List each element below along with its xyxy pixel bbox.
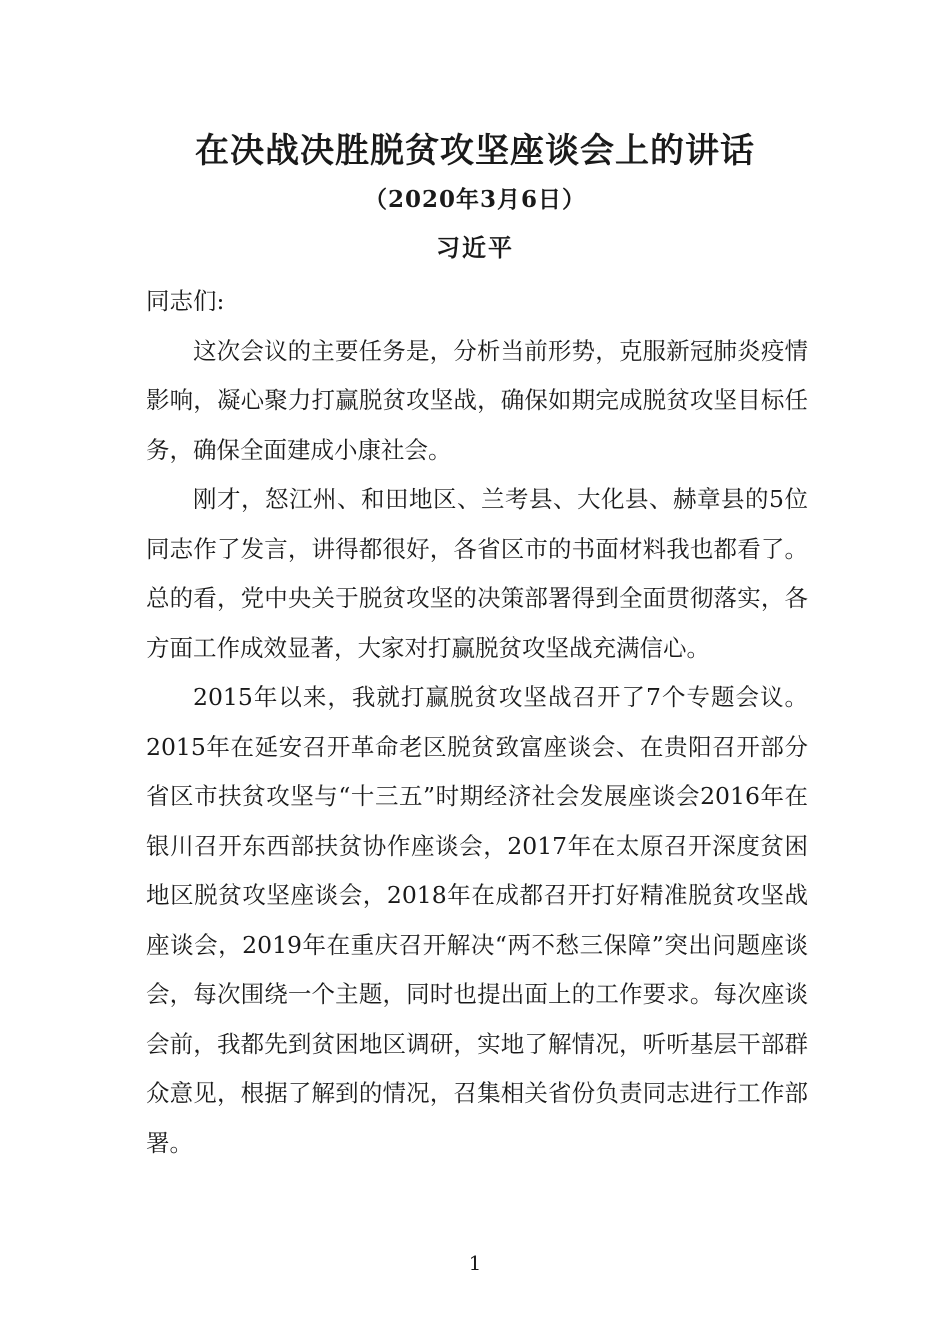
paragraph: 2015年以来，我就打赢脱贫攻坚战召开了7个专题会议。2015年在延安召开革命老区脱贫致富座谈会、在贵阳召开部分省区市扶贫攻坚与“十三五”时期经济社会发展座谈会2016年在银川召开东西部扶贫协作座谈会，2017年在太原召开深度贫困地区脱贫攻坚座谈会，2018年在成都召开打好精准脱贫攻坚战座谈会，2019年在重庆召开解决“两不愁三保障”突出问题座谈会，每次围绕一个主题，同时也提出面上的工作要求。每次座谈会前，我都先到贫困地区调研，实地了解情况，听听基层干部群众意见，根据了解到的情况，召集相关省份负责同志进行工作部署。 (146, 683, 808, 1157)
paragraph: 刚才，怒江州、和田地区、兰考县、大化县、赫章县的5位同志作了发言，讲得都很好，各省区市的书面材料我也都看了。总的看，党中央关于脱贫攻坚的决策部署得到全面贯彻落实，各方面工作成效显著，大家对打赢脱贫攻坚战充满信心。 (146, 485, 808, 662)
document-title: 在决战决胜脱贫攻坚座谈会上的讲话 (195, 131, 755, 171)
speech-date: （2020年3月6日） (363, 186, 587, 213)
document-body (146, 277, 808, 1168)
greeting: 同志们: (146, 287, 225, 315)
speech-author: 习近平 (436, 233, 514, 262)
paragraph: 这次会议的主要任务是，分析当前形势，克服新冠肺炎疫情影响，凝心聚力打赢脱贫攻坚战，确保如期完成脱贫攻坚目标任务，确保全面建成小康社会。 (146, 336, 808, 464)
page-number: 1 (468, 1251, 482, 1275)
